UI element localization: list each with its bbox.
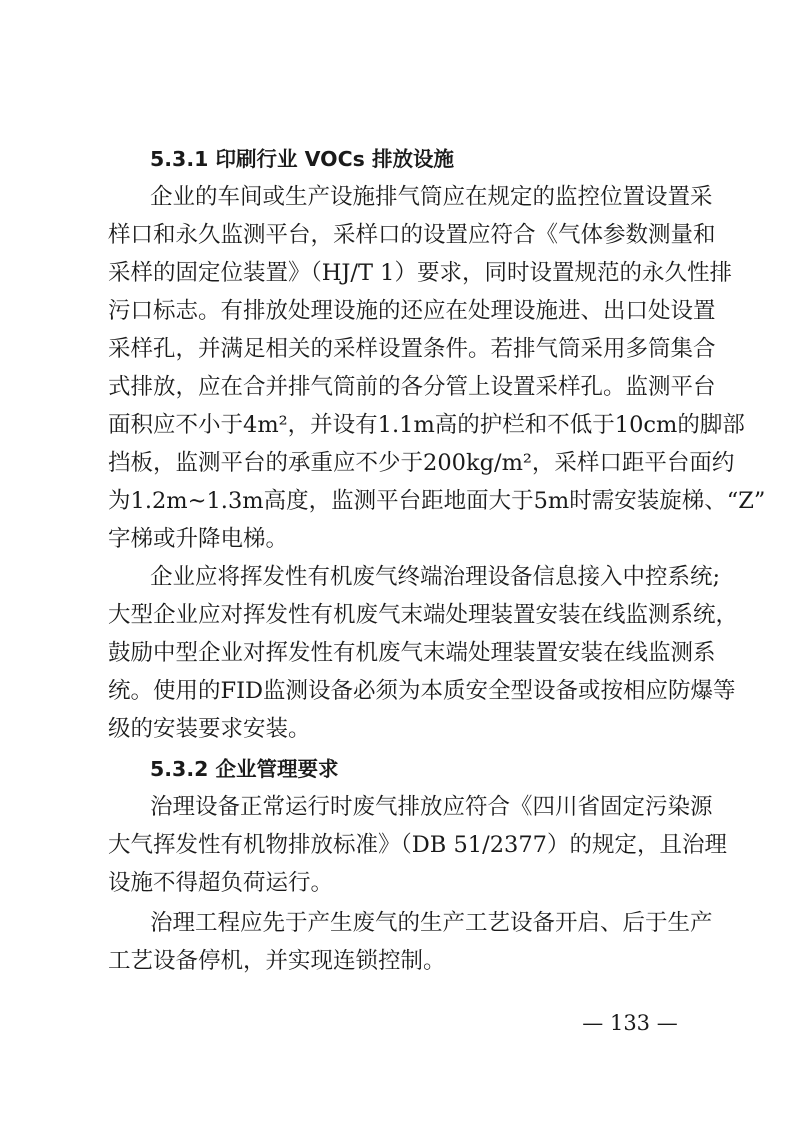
text-line: 级的安装要求安装。	[108, 716, 311, 742]
page-content	[108, 140, 766, 980]
text-line: 采样的固定位装置》（HJ/T 1）要求，同时设置规范的永久性排	[108, 260, 732, 286]
text-line: 字梯或升降电梯。	[108, 526, 289, 552]
paragraph-interlock-control	[108, 904, 713, 980]
text-line: 工艺设备停机，并实现连锁控制。	[108, 948, 446, 974]
text-line: 鼓励中型企业对挥发性有机废气末端处理装置安装在线监测系	[108, 640, 716, 666]
text-line: 挡板，监测平台的承重应不少于200kg/m²，采样口距平台面约	[108, 450, 735, 476]
text-line: 大型企业应对挥发性有机废气末端处理装置安装在线监测系统，	[108, 602, 739, 628]
text-line: 样口和永久监测平台，采样口的设置应符合《气体参数测量和	[108, 222, 716, 248]
text-line: 统。使用的FID监测设备必须为本质安全型设备或按相应防爆等	[108, 678, 736, 704]
text-line: 企业的车间或生产设施排气筒应在规定的监控位置设置采	[150, 184, 713, 210]
text-line: 治理工程应先于产生废气的生产工艺设备开启、后于生产	[150, 910, 713, 936]
paragraph-emission-standard	[108, 788, 727, 902]
text-line: 治理设备正常运行时废气排放应符合《四川省固定污染源	[150, 794, 713, 820]
text-line: 企业应将挥发性有机废气终端治理设备信息接入中控系统;	[150, 564, 721, 590]
text-line: 式排放，应在合并排气筒前的各分管上设置采样孔。监测平台	[108, 374, 716, 400]
section-heading-5-3-2: 5.3.2 企业管理要求	[150, 757, 339, 781]
text-line: 为1.2m~1.3m高度，监测平台距地面大于5m时需安装旋梯、“Z”	[108, 488, 766, 514]
text-line: 面积应不小于4m²，并设有1.1m高的护栏和不低于10cm的脚部	[108, 412, 745, 438]
page-number: — 133 —	[582, 1011, 678, 1035]
paragraph-online-monitoring	[108, 558, 739, 748]
text-line: 设施不得超负荷运行。	[108, 870, 334, 896]
text-line: 污口标志。有排放处理设施的还应在处理设施进、出口处设置	[108, 298, 716, 324]
text-line: 采样孔，并满足相关的采样设置条件。若排气筒采用多筒集合	[108, 336, 716, 362]
text-line: 大气挥发性有机物排放标准》（DB 51/2377）的规定，且治理	[108, 832, 727, 858]
section-heading-5-3-1: 5.3.1 印刷行业 VOCs 排放设施	[150, 147, 454, 171]
paragraph-monitoring-platform	[108, 178, 766, 558]
